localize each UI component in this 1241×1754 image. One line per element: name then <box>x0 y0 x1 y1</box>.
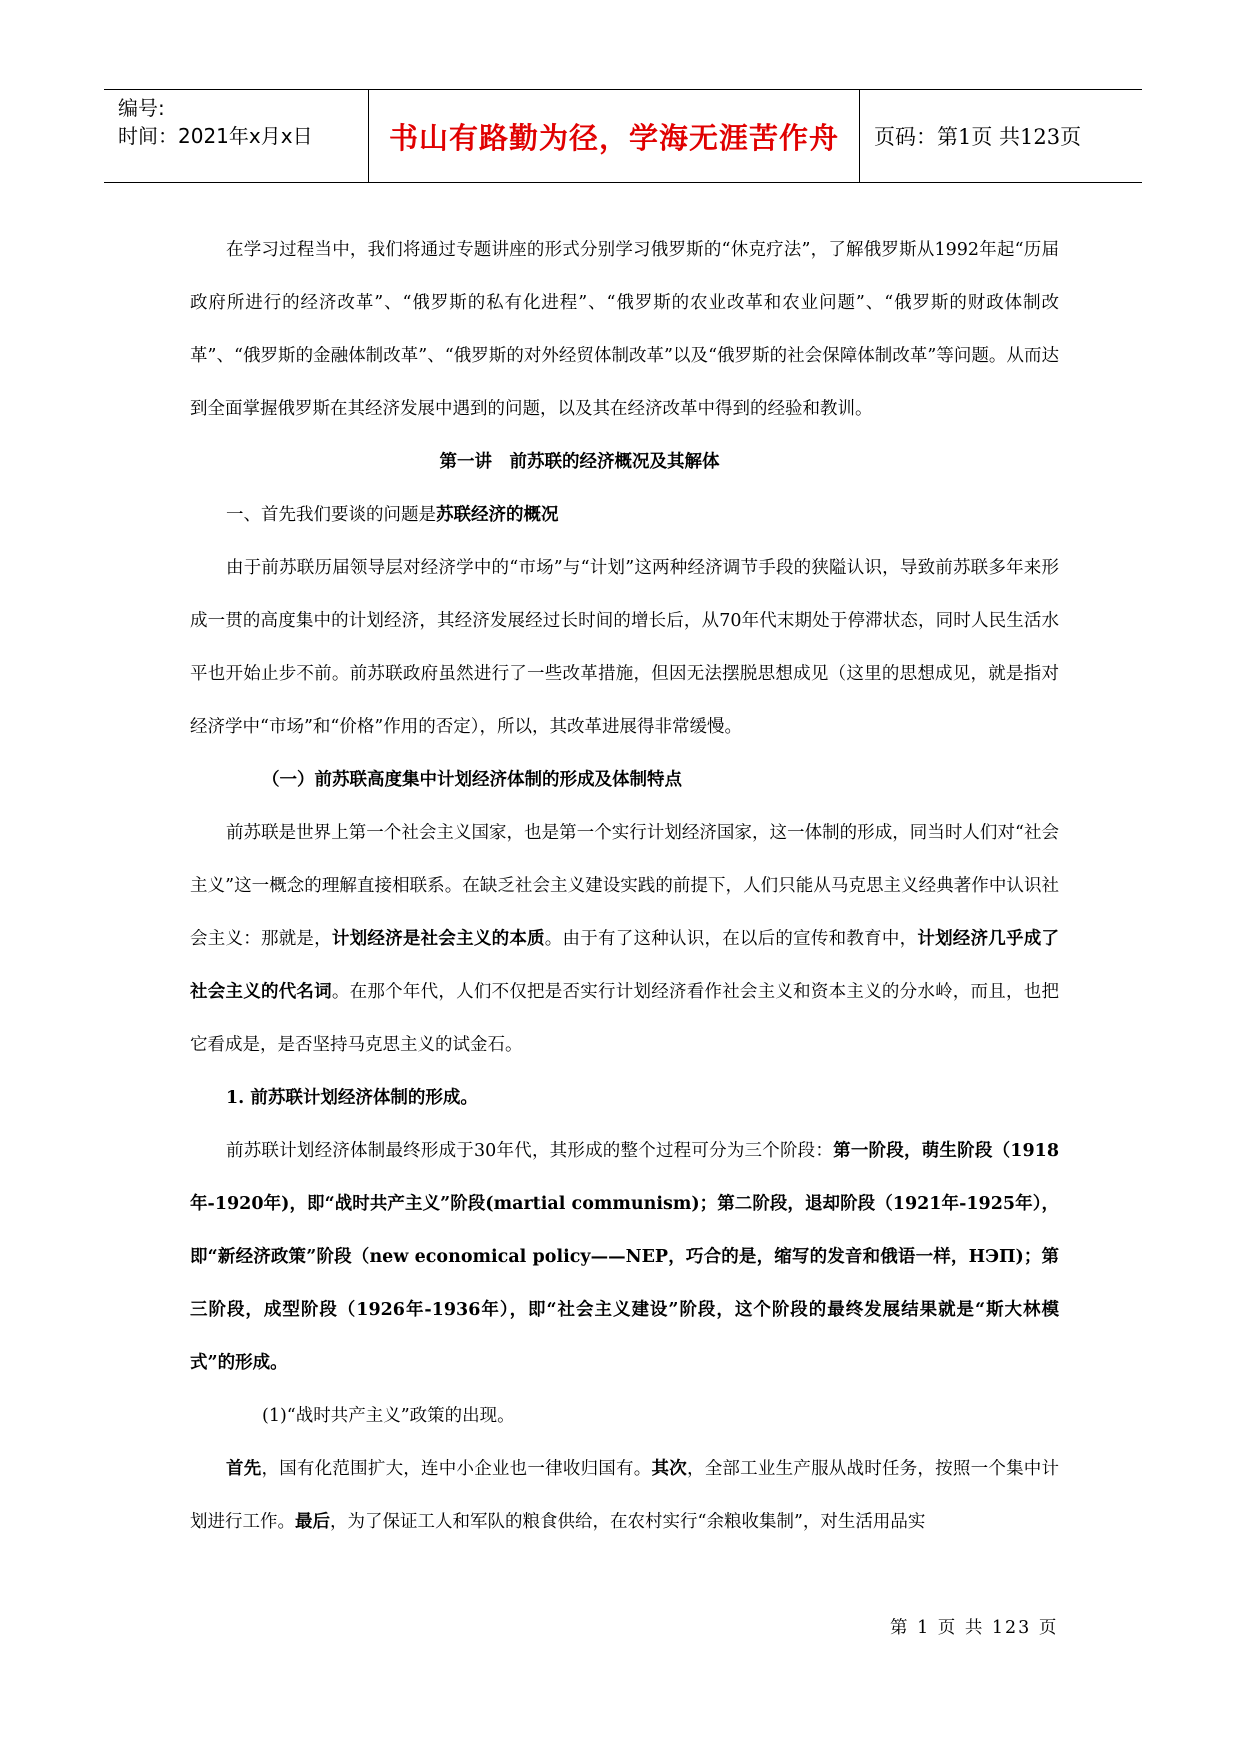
p5-text-d: ，全部工业生产服从战时任务，按照一个集中计划进行工作。 <box>190 1459 1060 1532</box>
intro-paragraph: 在学习过程当中，我们将通过专题讲座的形式分别学习俄罗斯的“休克疗法”，了解俄罗斯从1992年起“历届政府所进行的经济改革”、“俄罗斯的私有化进程”、“俄罗斯的农业改革和农业问题”、“俄罗斯的财政体制改革”、“俄罗斯的金融体制改革”、“俄罗斯的对外经贸体制改革”以及“俄罗斯的社会保障体制改革”等问题。从而达到全面掌握俄罗斯在其经济发展中遇到的问题，以及其在经济改革中得到的经验和教训。 <box>190 240 1059 419</box>
p3-bold-d: 计划经济几乎成了社会主义的代名词 <box>190 929 1060 1002</box>
p3-bold-b: 计划经济是社会主义的本质 <box>331 929 545 949</box>
p5-bold-c: 其次 <box>651 1459 687 1479</box>
p3-text-a: 前苏联是世界上第一个社会主义国家，也是第一个实行计划经济国家，这一体制的形成，同当时人们对“社会主义”这一概念的理解直接相联系。在缺乏社会主义建设实践的前提下，人们只能从马克思主义经典著作中认识社会主义：那就是， <box>190 823 1059 949</box>
header-motto: 书山有路勤为径，学海无涯苦作舟 <box>369 90 860 182</box>
header-page-info: 页码：第1页 共123页 <box>874 125 1082 149</box>
time-label: 时间：2021年x月x日 <box>118 124 313 148</box>
p3-text-e: 。在那个年代，人们不仅把是否实行计划经济看作社会主义和资本主义的分水岭，而且，也把它看成是，是否坚持马克思主义的试金石。 <box>190 982 1060 1055</box>
p5-text-f: ，为了保证工人和军队的粮食供给，在农村实行“余粮收集制”，对生活用品实 <box>330 1512 926 1532</box>
p3-text-c: 。由于有了这种认识，在以后的宣传和教育中， <box>544 929 918 949</box>
p5-bold-a: 首先 <box>226 1459 262 1479</box>
p4-text-a: 前苏联计划经济体制最终形成于30年代，其形成的整个过程可分为三个阶段： <box>226 1141 834 1161</box>
section-heading-1 <box>190 489 1059 542</box>
header-meta <box>104 90 369 182</box>
paragraph-5 <box>190 1443 1059 1549</box>
section-heading-bold: 苏联经济的概况 <box>436 505 559 525</box>
number-label: 编号: <box>118 96 165 120</box>
subsection-heading-1: （一）前苏联高度集中计划经济体制的形成及体制特点 <box>262 770 682 790</box>
subsection-heading-2: (1)“战时共产主义”政策的出现。 <box>262 1406 515 1426</box>
paragraph-2: 由于前苏联历届领导层对经济学中的“市场”与“计划”这两种经济调节手段的狭隘认识，导致前苏联多年来形成一贯的高度集中的计划经济，其经济发展经过长时间的增长后，从70年代末期处于停滞状态，同时人民生活水平也开始止步不前。前苏联政府虽然进行了一些改革措施，但因无法摆脱思想成见（这里的思想成见，就是指对经济学中“市场”和“价格”作用的否定），所以，其改革进展得非常缓慢。 <box>190 558 1059 737</box>
p4-bold-b: 第一阶段，萌生阶段（1918年-1920年)，即“战时共产主义”阶段(martial communism)；第二阶段，退却阶段（1921年-1925年），即“新经济政策”阶段（new economical policy——NEP，巧合的是，缩写的发音和俄语一样，НЭП)；第三阶段，成型阶段（1926年-1936年），即“社会主义建设”阶段，这个阶段的最终发展结果就是“斯大林模式”的形成。 <box>190 1141 1059 1373</box>
document-header <box>104 89 1142 183</box>
p5-text-b: ，国有化范围扩大，连中小企业也一律收归国有。 <box>261 1459 652 1479</box>
numbered-heading-1: 1. 前苏联计划经济体制的形成。 <box>226 1088 478 1108</box>
document-body <box>190 224 1059 1549</box>
section-heading-prefix: 一、首先我们要谈的问题是 <box>226 505 436 525</box>
paragraph-4 <box>190 1125 1059 1390</box>
p5-bold-e: 最后 <box>295 1512 330 1532</box>
lecture-title: 第一讲 前苏联的经济概况及其解体 <box>439 452 720 472</box>
page-footer: 第 1 页 共 123 页 <box>890 1618 1059 1638</box>
paragraph-3 <box>190 807 1059 1072</box>
